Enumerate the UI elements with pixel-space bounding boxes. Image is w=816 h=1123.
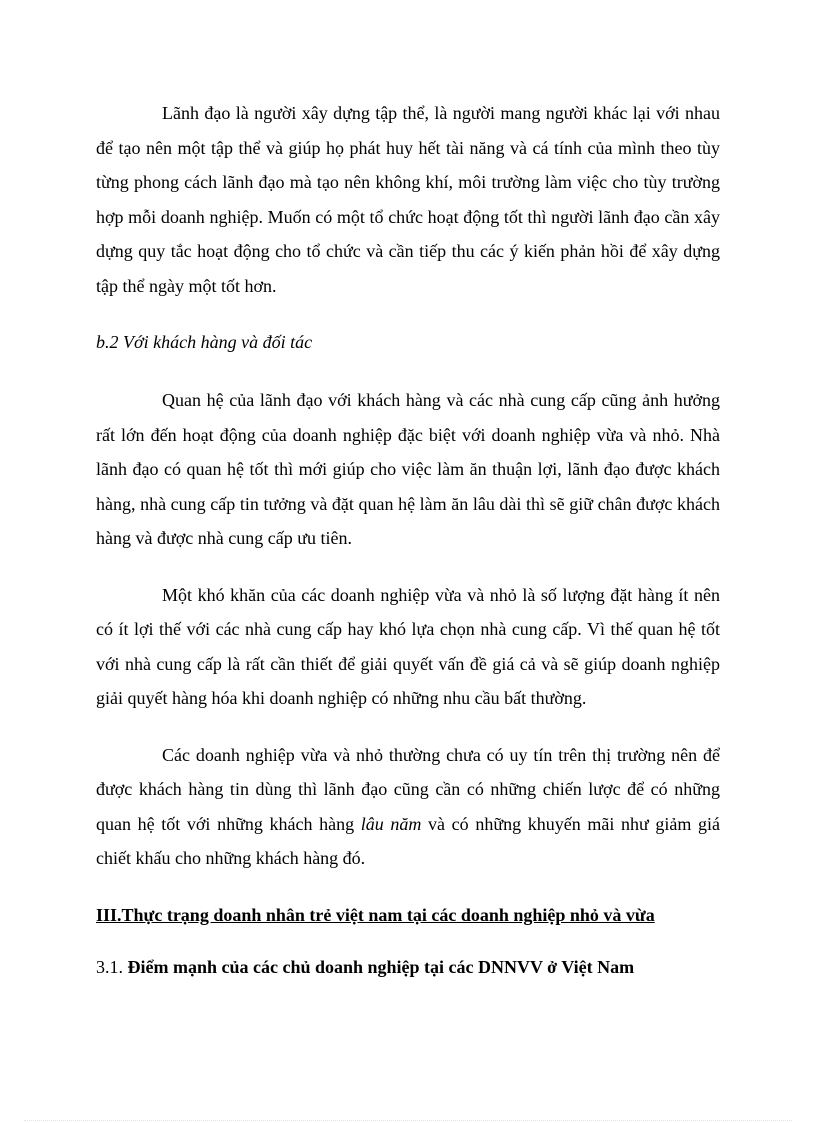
paragraph-supplier-difficulty: Một khó khăn của các doanh nghiệp vừa và nhỏ là số lượng đặt hàng ít nên có ít lợi thế với các nhà cung cấp hay khó lựa chọn nhà cung cấp. Vì thế quan hệ tốt với nhà cung cấp là rất cần thiết để giải quyết vấn đề giá cả và sẽ giúp doanh nghiệp giải quyết hàng hóa khi doanh nghiệp có những nhu cầu bất thường. bbox=[96, 584, 720, 708]
page-bottom-border bbox=[24, 1120, 792, 1121]
subsection-title: Điểm mạnh của các chủ doanh nghiệp tại các DNNVV ở Việt Nam bbox=[127, 956, 635, 977]
paragraph-customer-strategy bbox=[96, 738, 720, 876]
section-heading-III: III.Thực trạng doanh nhân trẻ việt nam tại các doanh nghiệp nhỏ và vừa bbox=[96, 904, 655, 925]
subsection-number: 3.1. bbox=[96, 956, 128, 977]
paragraph-customer-relations: Quan hệ của lãnh đạo với khách hàng và các nhà cung cấp cũng ảnh hưởng rất lớn đến hoạt động của doanh nghiệp đặc biệt với doanh nghiệp vừa và nhỏ. Nhà lãnh đạo có quan hệ tốt thì mới giúp cho việc làm ăn thuận lợi, lãnh đạo được khách hàng, nhà cung cấp tin tưởng và đặt quan hệ làm ăn lâu dài thì sẽ giữ chân được khách hàng và được nhà cung cấp ưu tiên. bbox=[96, 390, 720, 548]
paragraph-text-end: và có những khuyến mãi như giảm giá chiết khấu cho những khách hàng đó. bbox=[96, 813, 721, 868]
emphasized-phrase: lâu năm bbox=[360, 813, 422, 834]
document-page bbox=[96, 96, 720, 984]
subheading-customers-partners: b.2 Với khách hàng và đối tác bbox=[96, 332, 313, 352]
subsection-heading-3-1 bbox=[96, 950, 720, 984]
paragraph-text-start: Các doanh nghiệp vừa và nhỏ thường chưa có uy tín trên thị trường nên để được khách hàng tin dùng thì lãnh đạo cũng cần có những chiến lược để có những quan hệ tốt với những khách hàng bbox=[96, 744, 720, 834]
paragraph-leadership-team: Lãnh đạo là người xây dựng tập thể, là người mang người khác lại với nhau để tạo nên một tập thể và giúp họ phát huy hết tài năng và cá tính của mình theo tùy từng phong cách lãnh đạo mà tạo nên không khí, môi trường làm việc cho tùy trường hợp mỗi doanh nghiệp. Muốn có một tổ chức hoạt động tốt thì người lãnh đạo cần xây dựng quy tắc hoạt động cho tổ chức và cần tiếp thu các ý kiến phản hồi để xây dựng tập thể ngày một tốt hơn. bbox=[96, 103, 720, 296]
